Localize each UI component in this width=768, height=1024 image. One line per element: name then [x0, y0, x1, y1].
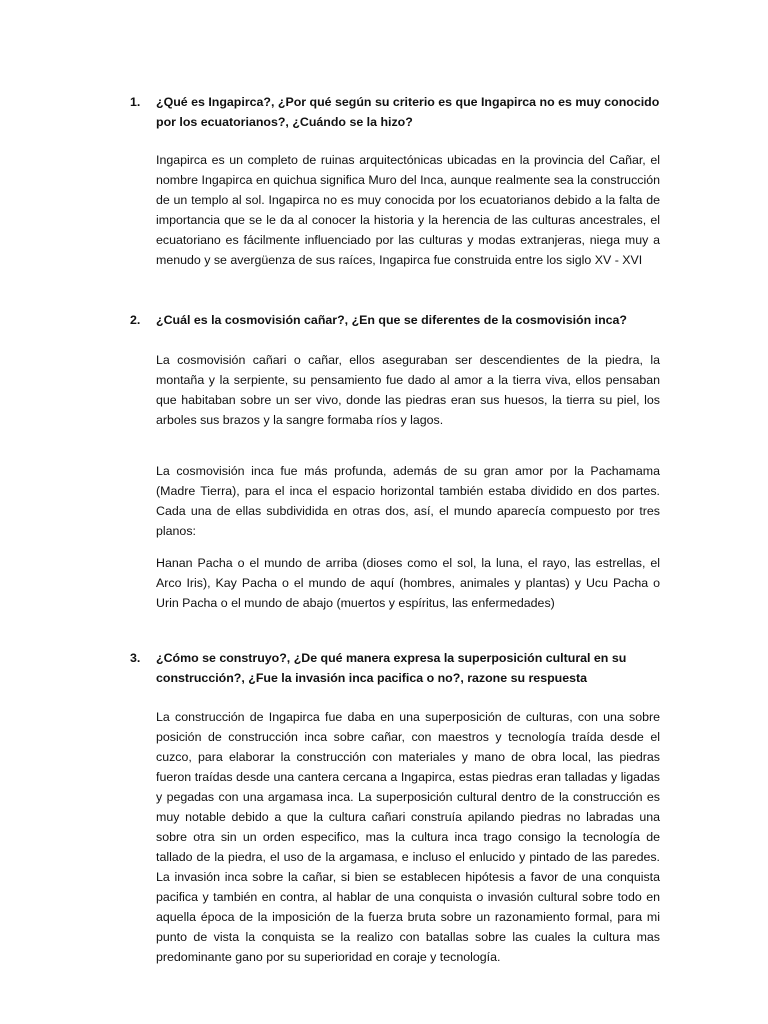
question-2: [130, 310, 660, 330]
question-3: [130, 648, 660, 688]
answer-paragraph: La construcción de Ingapirca fue daba en una superposición de culturas, con una sobre posición de construcción inca sobre cañar, con maestros y tecnología traída desde el cuzco, para elaborar la construcción con materiales y mano de obra local, las piedras fueron traídas desde una cantera cercana a Ingapirca, estas piedras eran talladas y ligadas y pegadas con una argamasa inca. La superposición cultural dentro de la construcción es muy notable debido a que la cultura cañari construía apilando piedras no labradas una sobre otra sin un orden especifico, mas la cultura inca trago consigo la tecnología de tallado de la piedra, el uso de la argamasa, e incluso el enlucido y pintado de las paredes. La invasión inca sobre la cañar, si bien se establecen hipótesis a favor de una conquista pacifica y también en contra, al hablar de una conquista o invasión cultural sobre todo en aquella época de la imposición de la fuerza bruta sobre un razonamiento formal, para mi punto de vista la conquista se la realizo con batallas sobre las cuales la cultura mas predominante gano por su superioridad en coraje y tecnología.: [156, 710, 660, 964]
question-number: 1.: [130, 95, 141, 109]
question-1: [130, 92, 660, 132]
answer-paragraph: Ingapirca es un completo de ruinas arquitectónicas ubicadas en la provincia del Cañar, el nombre Ingapirca en quichua significa Muro del Inca, aunque realmente sea la construcción de un templo al sol. Ingapirca no es muy conocida por los ecuatorianos debido a la falta de importancia que se le da al conocer la historia y la herencia de las culturas ancestrales, el ecuatoriano es fácilmente influenciado por las culturas y modas extranjeras, niega muy a menudo y se avergüenza de sus raíces, Ingapirca fue construida entre los siglo XV - XVI: [156, 153, 660, 267]
question-text: ¿Cuál es la cosmovisión cañar?, ¿En que se diferentes de la cosmovisión inca?: [156, 313, 627, 327]
answer-paragraph: La cosmovisión inca fue más profunda, además de su gran amor por la Pachamama (Madre Tierra), para el inca el espacio horizontal también estaba dividido en dos partes. Cada una de ellas subdividida en otras dos, así, el mundo aparecía compuesto por tres planos:: [156, 464, 660, 538]
question-text: ¿Qué es Ingapirca?, ¿Por qué según su criterio es que Ingapirca no es muy conocido por los ecuatorianos?, ¿Cuándo se la hizo?: [156, 95, 660, 129]
answer-paragraph: La cosmovisión cañari o cañar, ellos aseguraban ser descendientes de la piedra, la montaña y la serpiente, su pensamiento fue dado al amor a la tierra viva, ellos pensaban que habitaban sobre un ser vivo, donde las piedras eran sus huesos, la tierra su piel, los arboles sus brazos y la sangre formaba ríos y lagos.: [156, 353, 660, 427]
question-text: ¿Cómo se construyo?, ¿De qué manera expresa la superposición cultural en su construcción?, ¿Fue la invasión inca pacifica o no?, razone su respuesta: [156, 651, 627, 685]
question-number: 2.: [130, 313, 141, 327]
question-number: 3.: [130, 651, 141, 665]
answer-paragraph: Hanan Pacha o el mundo de arriba (dioses como el sol, la luna, el rayo, las estrellas, el Arco Iris), Kay Pacha o el mundo de aquí (hombres, animales y plantas) y Ucu Pacha o Urin Pacha o el mundo de abajo (muertos y espíritus, las enfermedades): [156, 556, 660, 610]
